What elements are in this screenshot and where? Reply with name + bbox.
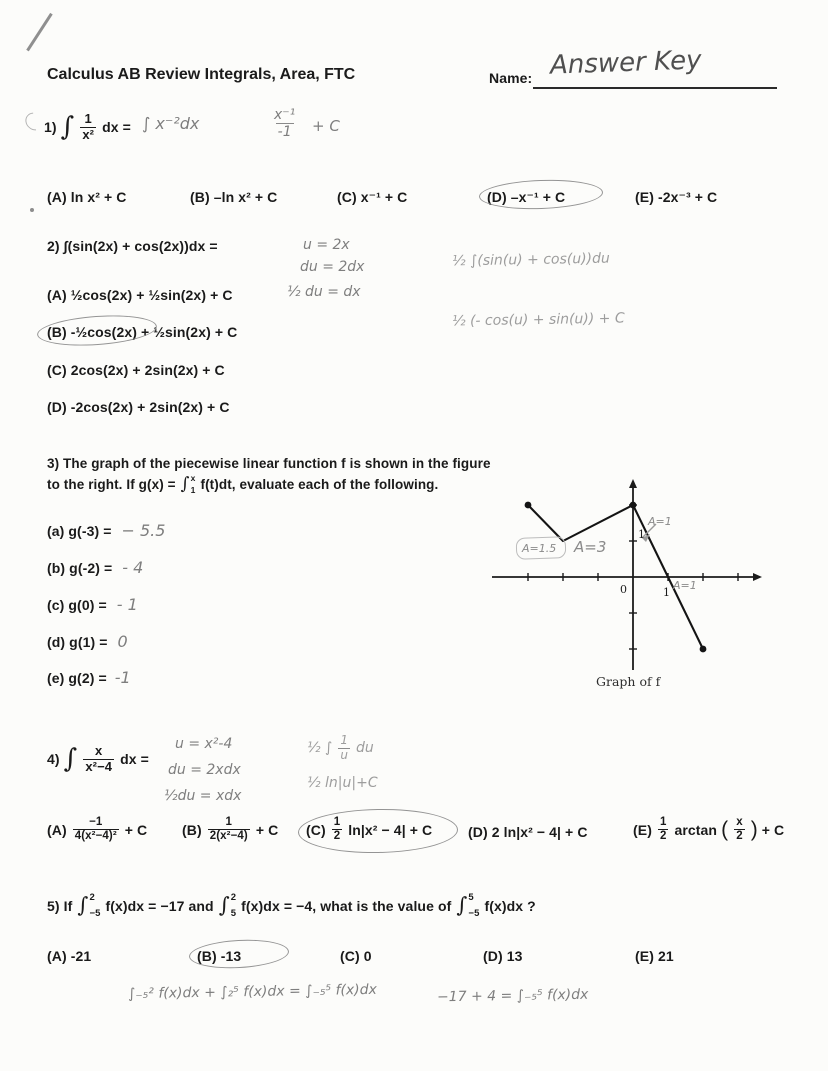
- q3-part-e: (e) g(2) = -1: [47, 668, 131, 687]
- y-tick-label: 1: [638, 528, 645, 541]
- area-label-bottom-right: A=1: [673, 579, 697, 592]
- answer-circle-q5: [188, 937, 289, 970]
- integral-icon: ∫: [63, 744, 78, 775]
- q4-handwritten-step2: ½ ln|u|+C: [307, 775, 378, 791]
- graph-endpoint-dot: [700, 646, 707, 653]
- answer-circle-q2: [36, 312, 158, 349]
- q3-part-c: (c) g(0) = - 1: [47, 595, 138, 614]
- q4-handwritten-sub: ½du = xdx: [164, 788, 242, 804]
- page-title: Calculus AB Review Integrals, Area, FTC: [47, 66, 356, 83]
- q2-prompt: 2) ∫(sin(2x) + cos(2x))dx =: [47, 238, 218, 254]
- integral-icon: ∫ 2 5: [218, 892, 237, 919]
- answer-circle-q4: [298, 808, 459, 855]
- q1-fraction: $\frac{1}{\text{x²}}$: [82, 111, 95, 142]
- integral-icon: ∫ x 1: [180, 473, 196, 495]
- q4-option-c: (C) $\frac{1}{2}$ ln|x² − 4| + C: [306, 816, 433, 843]
- q1-number: 1): [44, 119, 57, 136]
- q5-option-a: (A) -21: [47, 948, 92, 964]
- q4-option-b: (B) $\frac{1}{\text{2(x²−4)}}$ + C: [182, 816, 279, 843]
- q3-graph-figure: [478, 468, 780, 708]
- q4-prompt: [47, 744, 149, 775]
- graph-endpoint-dot: [525, 502, 532, 509]
- origin-label: 0: [620, 583, 627, 596]
- q3-answer-a: − 5.5: [121, 521, 166, 540]
- area-label-outline: [516, 536, 567, 560]
- q5-option-e: (E) 21: [635, 948, 674, 964]
- q4-handwritten-u: u = x²-4: [175, 736, 233, 752]
- x-tick-label: 1: [663, 586, 670, 599]
- x-axis-arrow-icon: [753, 573, 762, 581]
- q3-answer-d: 0: [117, 632, 128, 651]
- q4-prompt-tail: dx =: [120, 751, 149, 768]
- integral-icon: ∫ 5 −5: [456, 892, 480, 919]
- q4-option-d: (D) 2 ln|x² − 4| + C: [468, 824, 588, 840]
- q1-option-d: (D) –x⁻¹ + C: [487, 189, 566, 205]
- q4-handwritten-du: du = 2xdx: [168, 762, 241, 778]
- q3-answer-c: - 1: [116, 595, 138, 614]
- q3-part-d: (d) g(1) = 0: [47, 632, 128, 651]
- q1-handwritten-plus-c: + C: [312, 117, 340, 135]
- graph-caption: Graph of f: [596, 674, 661, 689]
- q1-handwritten-fraction: $\frac{\text{x⁻¹}}{-1}$: [274, 107, 296, 141]
- q5-option-c: (C) 0: [340, 948, 372, 964]
- area-label-top-right: A=1: [648, 515, 672, 528]
- name-value-handwritten: Answer Key: [549, 45, 703, 81]
- q1-option-b: (B) –ln x² + C: [190, 189, 278, 205]
- q1-handwritten-step: ∫ x⁻²dx: [142, 114, 200, 133]
- graph-endpoint-dot: [630, 502, 637, 509]
- q4-handwritten-step1: ½ ∫ $\frac{1}{u}$ du: [307, 733, 374, 762]
- q2-option-b: (B) -½cos(2x) + ½sin(2x) + C: [47, 324, 238, 340]
- q3-part-b: (b) g(-2) = - 4: [47, 558, 144, 577]
- name-underline: [533, 87, 777, 89]
- q1-option-a: (A) ln x² + C: [47, 189, 127, 205]
- q2-option-d: (D) -2cos(2x) + 2sin(2x) + C: [47, 399, 230, 415]
- graph-canvas: [478, 468, 780, 708]
- q4-option-e: (E) $\frac{1}{2}$ arctan ( $\frac{x}{2}$ ) + C: [633, 816, 785, 843]
- q2-option-a: (A) ½cos(2x) + ½sin(2x) + C: [47, 287, 233, 303]
- q3-answer-e: -1: [114, 668, 131, 687]
- q3-text-line2: to the right. If g(x) = ∫ x 1 f(t)dt, evaluate each of the following.: [47, 473, 439, 495]
- q2-handwritten-u: u = 2x: [303, 237, 350, 253]
- area-label-mid: A=3: [574, 538, 607, 556]
- q1-prompt-tail: dx =: [102, 119, 131, 136]
- q4-option-a: (A) $\frac{-1}{\text{4(x²−4)²}}$ + C: [47, 816, 148, 843]
- integral-icon: ∫: [60, 112, 75, 143]
- q1-prompt: [44, 112, 131, 143]
- q3-answer-b: - 4: [122, 558, 144, 577]
- q5-handwritten-eq1: ∫₋₅² f(x)dx + ∫₂⁵ f(x)dx = ∫₋₅⁵ f(x)dx: [127, 981, 378, 1003]
- q4-fraction: $\frac{x}{\text{x²−4}}$: [85, 743, 113, 774]
- q2-option-c: (C) 2cos(2x) + 2sin(2x) + C: [47, 362, 225, 378]
- q1-option-e: (E) -2x⁻³ + C: [635, 189, 718, 205]
- pencil-slash-mark: [26, 13, 52, 51]
- q5-option-d: (D) 13: [483, 948, 523, 964]
- area-label-left: A=1.5: [522, 542, 557, 555]
- q2-handwritten-step2: ½ (- cos(u) + sin(u)) + C: [451, 310, 625, 330]
- q4-number: 4): [47, 751, 60, 768]
- stray-pencil-dot: [30, 208, 34, 212]
- q1-option-c: (C) x⁻¹ + C: [337, 189, 408, 205]
- y-axis-arrow-icon: [629, 479, 637, 488]
- q5-handwritten-eq2: −17 + 4 = ∫₋₅⁵ f(x)dx: [436, 986, 589, 1006]
- q3-text-line1: 3) The graph of the piecewise linear function f is shown in the figure: [47, 456, 491, 471]
- name-label: Name:: [489, 70, 533, 86]
- q2-handwritten-sub: ½ du = dx: [287, 284, 361, 300]
- q5-prompt: 5) If ∫ 2 −5 f(x)dx = −17 and ∫ 2 5 f(x)dx = −4, what is the value of ∫ 5 −5 f(x)dx ?: [47, 892, 536, 919]
- q2-handwritten-du: du = 2dx: [300, 259, 365, 275]
- integral-icon: ∫ 2 −5: [77, 892, 101, 919]
- q2-handwritten-step1: ½ ∫(sin(u) + cos(u))du: [451, 250, 610, 270]
- answer-circle-q1: [479, 178, 604, 211]
- q5-option-b: (B) -13: [197, 948, 242, 964]
- q3-part-a: (a) g(-3) = − 5.5: [47, 521, 166, 540]
